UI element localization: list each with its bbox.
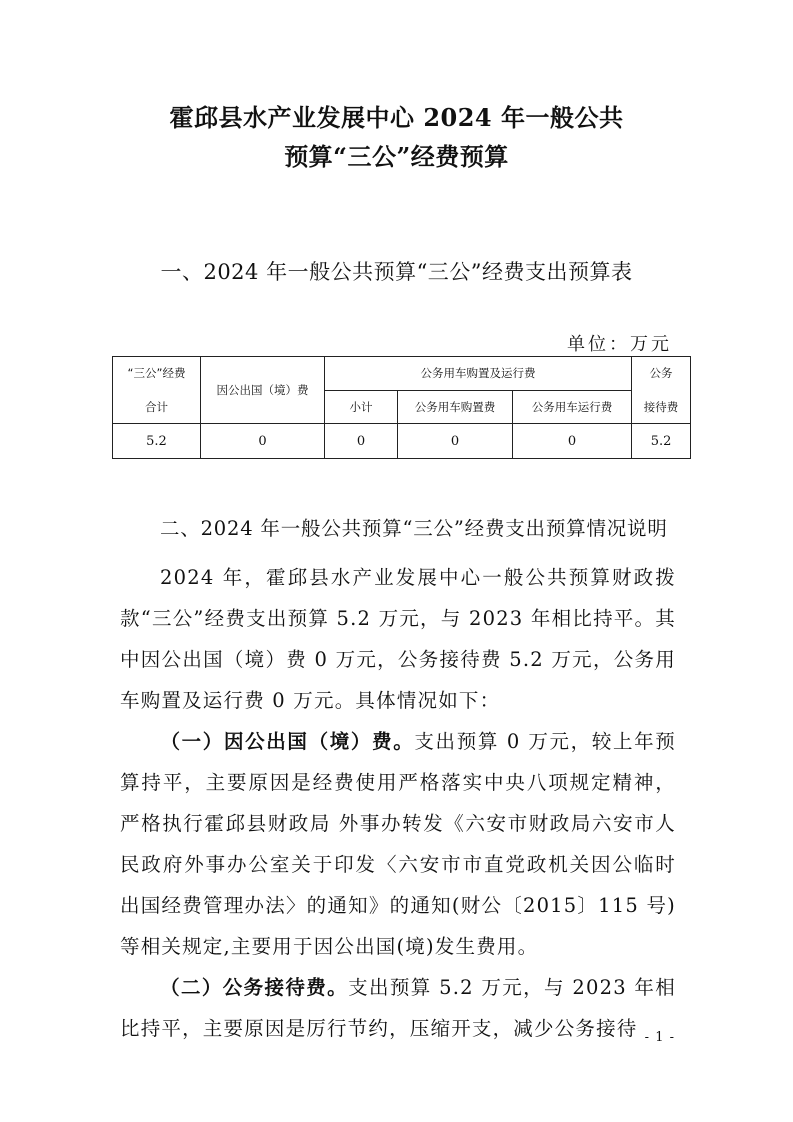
header-reception-line1: 公务: [649, 366, 673, 380]
page-number: - 1 -: [644, 1030, 675, 1045]
cell-reception: 5.2: [632, 424, 691, 459]
document-title-line1: 霍邱县水产业发展中心 2024 年一般公共: [169, 103, 624, 132]
paragraph-summary: [120, 557, 676, 721]
header-total-line2: 合计: [145, 400, 168, 414]
budget-table: [112, 356, 691, 459]
cell-subtotal: 0: [325, 424, 398, 459]
section1-heading: 一、2024 年一般公共预算“三公”经费支出预算表: [160, 260, 633, 284]
table-row: [113, 424, 691, 459]
header-total: [113, 357, 201, 424]
cell-vehicle-purchase: 0: [398, 424, 513, 459]
item1-title: （一）因公出国（境）费。: [160, 730, 415, 753]
header-abroad: 因公出国（境）费: [201, 357, 325, 424]
item2-text: 支出预算 5.2 万元，与 2023 年相比持平，主要原因是厉行节约，压缩开支，减少公务接待: [120, 976, 676, 1040]
header-vehicle-operation: 公务用车运行费: [513, 390, 632, 424]
header-vehicle-group: 公务用车购置及运行费: [325, 357, 632, 391]
header-total-line1: “三公”经费: [127, 366, 186, 380]
item1-text: 支出预算 0 万元，较上年预算持平，主要原因是经费使用严格落实中央八项规定精神，严格执行霍邱县财政局 外事办转发《六安市财政局六安市人民政府外事办公室关于印发〈六安市市直党政机关因公临时出国经费管理办法〉的通知》的通知(财公〔2015〕115 号)等相关规定,主要用于因公出国(境)发生费用。: [120, 730, 676, 958]
paragraph-summary-text: 2024 年，霍邱县水产业发展中心一般公共预算财政拨款“三公”经费支出预算 5.2 万元，与 2023 年相比持平。其中因公出国（境）费 0 万元，公务接待费 5.2 万元，公务用车购置及运行费 0 万元。具体情况如下：: [120, 566, 676, 712]
header-subtotal: 小计: [325, 390, 398, 424]
document-title-line2: 预算“三公”经费预算: [284, 142, 509, 171]
cell-total: 5.2: [113, 424, 201, 459]
section2-heading: 二、2024 年一般公共预算“三公”经费支出预算情况说明: [160, 517, 668, 540]
header-reception: [632, 357, 691, 424]
cell-vehicle-operation: 0: [513, 424, 632, 459]
paragraph-item1: [120, 721, 676, 967]
header-vehicle-purchase: 公务用车购置费: [398, 390, 513, 424]
paragraph-item2: [120, 967, 676, 1049]
unit-label: 单位：万元: [567, 334, 672, 355]
header-reception-line2: 接待费: [643, 400, 679, 414]
item2-title: （二）公务接待费。: [160, 976, 349, 999]
cell-abroad: 0: [201, 424, 325, 459]
